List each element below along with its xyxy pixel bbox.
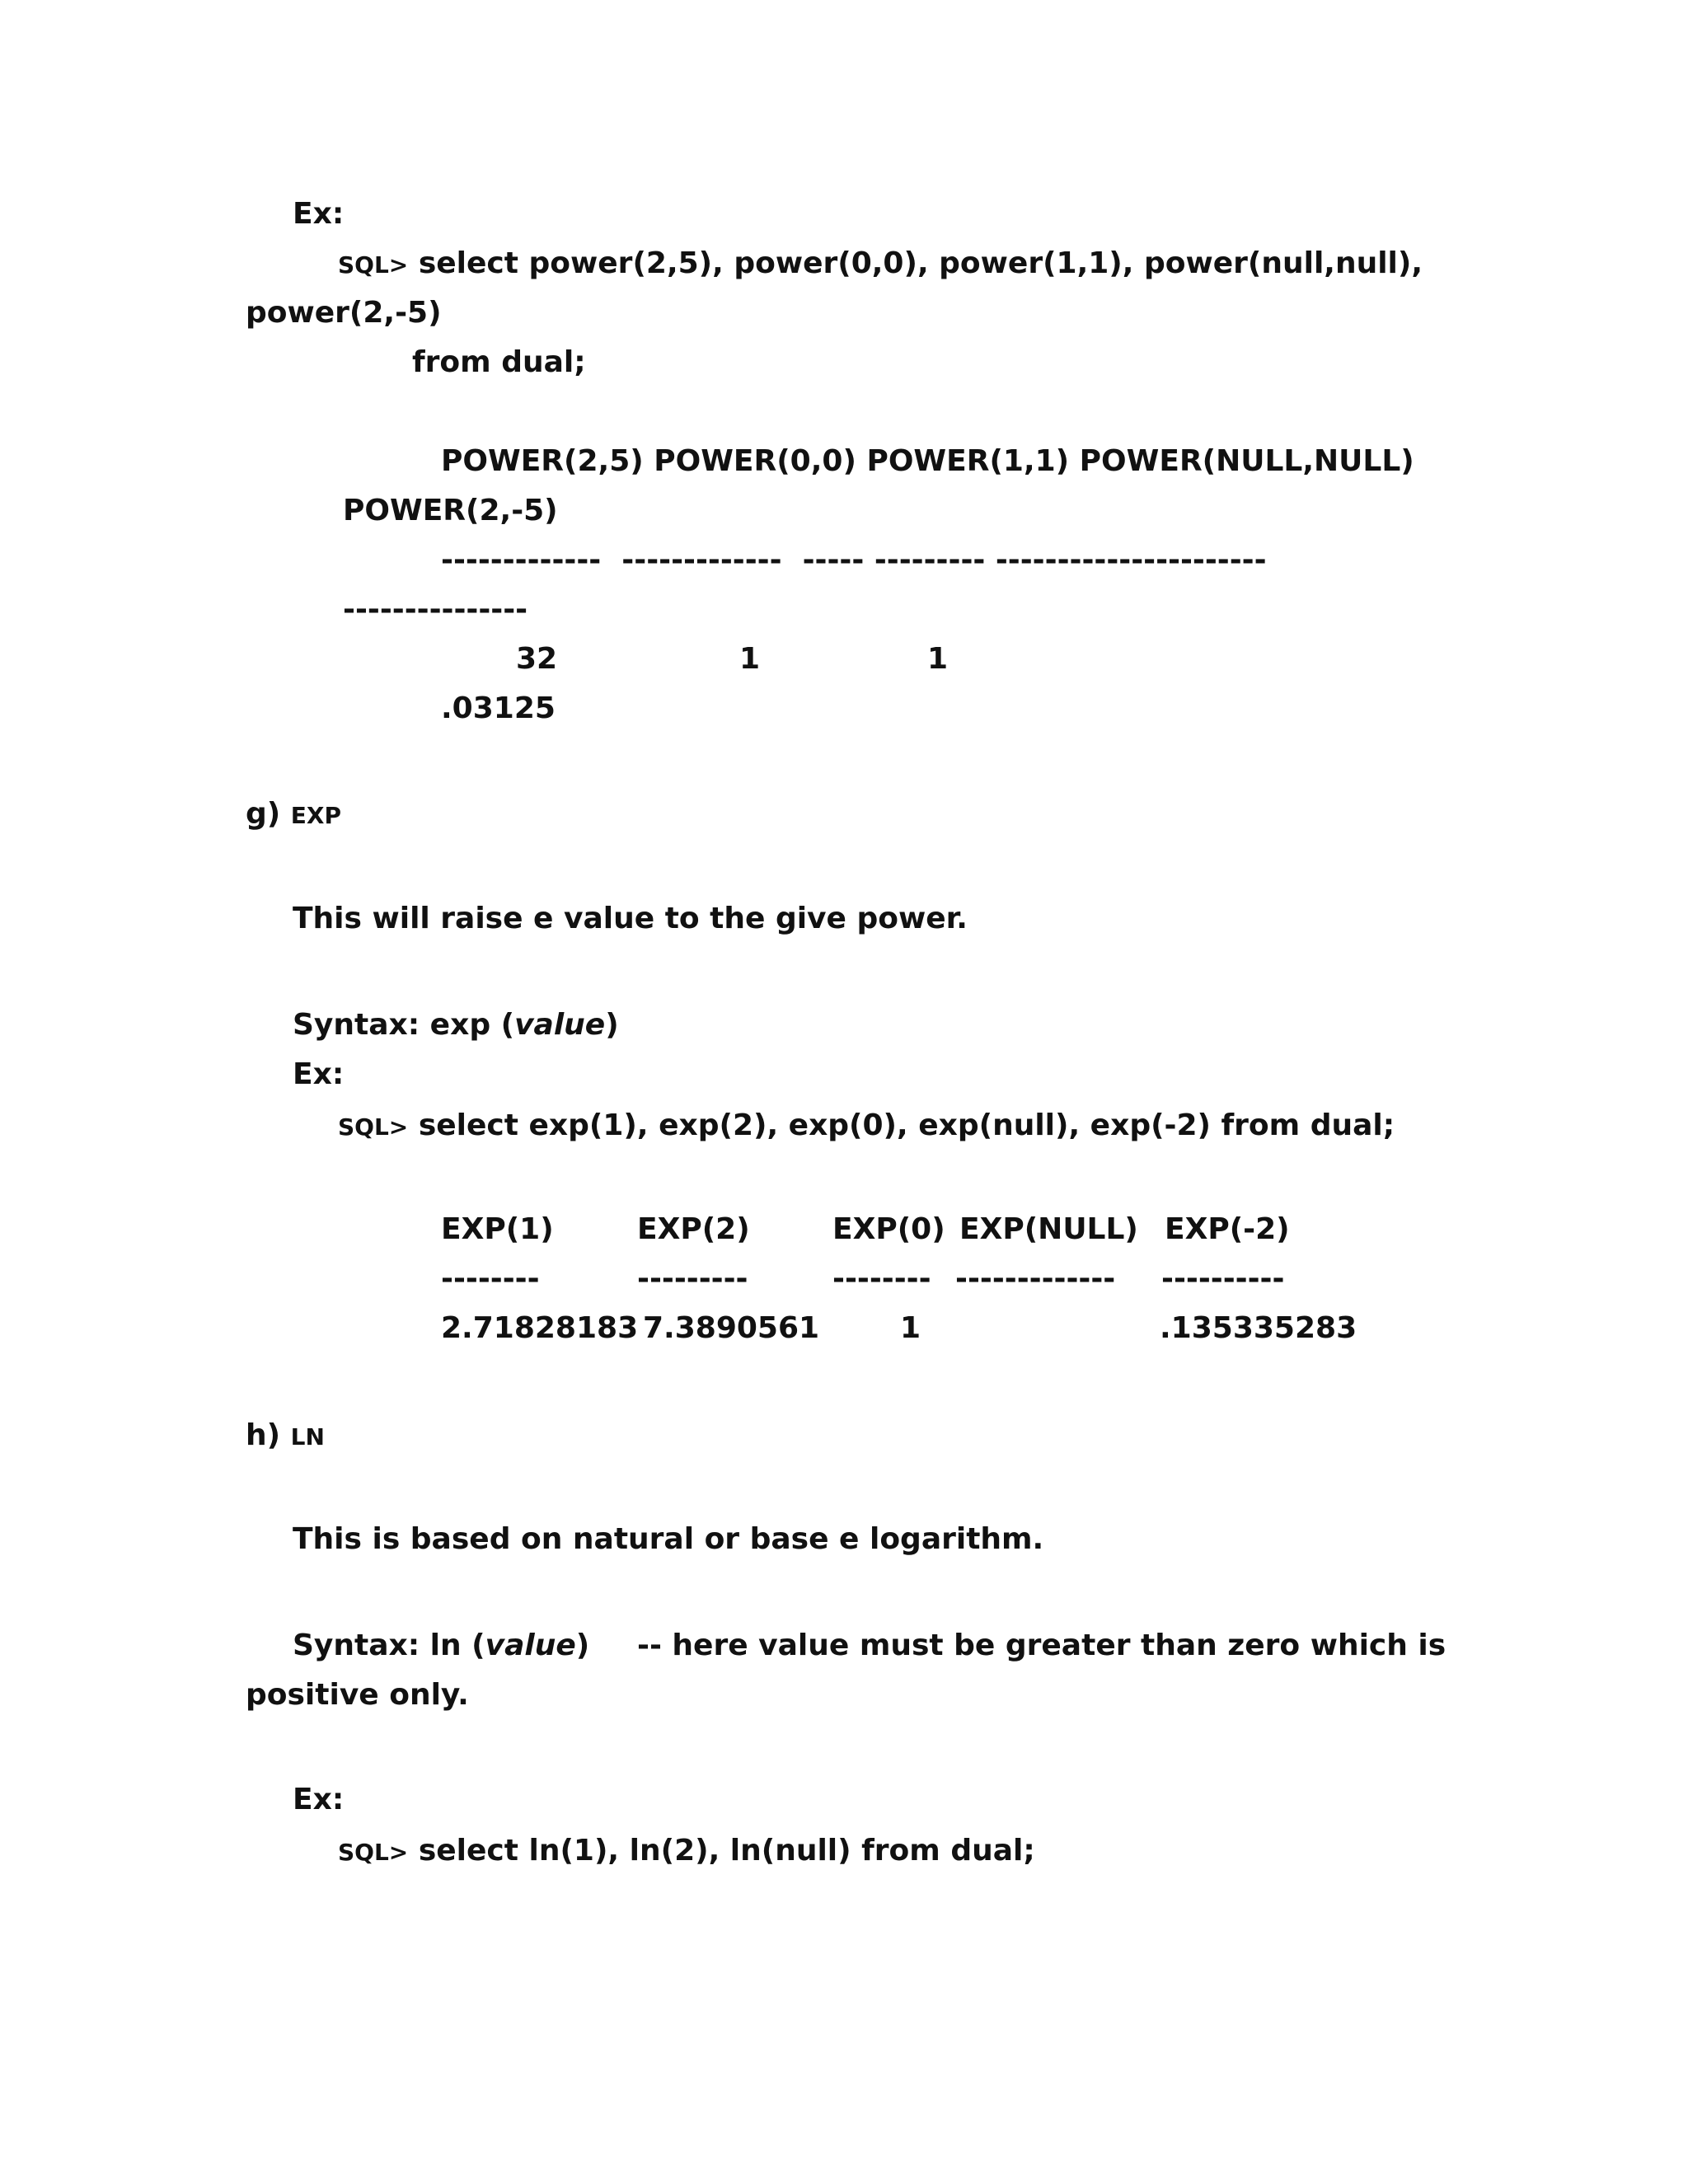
section-description: This is based on natural or base e logarithm. [293,1522,1044,1556]
ex-label: Ex: [293,1783,345,1816]
syntax-note-continuation: positive only. [246,1678,469,1712]
syntax-close: ) [575,1629,590,1662]
sql-prompt: SQL> [338,251,409,279]
result-dash-line: ------------- ------------- ----- --------- ---------------------- [441,543,1267,577]
result-column-header: EXP(-2) [1165,1212,1290,1246]
syntax-label: Syntax: ln ( [293,1629,485,1662]
sql-query-text: select power(2,5), power(0,0), power(1,1), power(null,null), [418,246,1423,280]
syntax-label: Syntax: exp ( [293,1008,515,1042]
result-value: 1 [739,642,761,676]
sql-prompt: SQL> [338,1839,409,1866]
result-dash: -------- [832,1262,931,1296]
result-column-header: EXP(2) [637,1212,750,1246]
result-value: 2.71828183 [441,1311,639,1345]
result-value: 1 [927,642,949,676]
heading-letter: h) [246,1418,281,1452]
sql-query-continuation: power(2,-5) [246,296,442,330]
result-value-continuation: .03125 [441,691,556,725]
syntax-argument: value [514,1008,606,1042]
heading-name: EXP [290,802,342,829]
result-column-header: EXP(0) [832,1212,945,1246]
sql-query-line [338,246,1423,284]
result-value: .135335283 [1160,1311,1357,1345]
syntax-argument: value [485,1629,576,1662]
syntax-line [293,1007,619,1043]
sql-query-from: from dual; [412,345,586,379]
result-column-header: EXP(1) [441,1212,554,1246]
result-header-line: POWER(2,5) POWER(0,0) POWER(1,1) POWER(NULL,NULL) [441,444,1414,478]
result-value: 7.3890561 [643,1311,820,1345]
result-dash-continuation: --------------- [343,593,528,626]
result-dash: --------- [637,1262,748,1296]
section-heading-exp [246,796,341,834]
section-description: This will raise e value to the give power. [293,902,968,935]
sql-query-text: select ln(1), ln(2), ln(null) from dual; [418,1834,1035,1868]
result-dash: ------------- [955,1262,1116,1296]
syntax-line [293,1628,589,1664]
syntax-close: ) [605,1008,619,1042]
syntax-note: -- here value must be greater than zero which is [637,1629,1447,1662]
ex-label: Ex: [293,1057,345,1091]
sql-query-line [338,1108,1395,1146]
heading-name: LN [290,1423,325,1451]
sql-prompt: SQL> [338,1113,409,1141]
result-column-header: EXP(NULL) [959,1212,1138,1246]
result-dash: -------- [441,1262,540,1296]
section-heading-ln [246,1418,325,1455]
sql-query-line [338,1833,1035,1871]
result-header-continuation: POWER(2,-5) [343,494,558,527]
heading-letter: g) [246,797,281,831]
ex-label: Ex: [293,197,345,231]
sql-query-text: select exp(1), exp(2), exp(0), exp(null), exp(-2) from dual; [418,1108,1395,1142]
result-value: 1 [900,1311,921,1345]
result-dash: ---------- [1161,1262,1285,1296]
result-value: 32 [516,642,558,676]
